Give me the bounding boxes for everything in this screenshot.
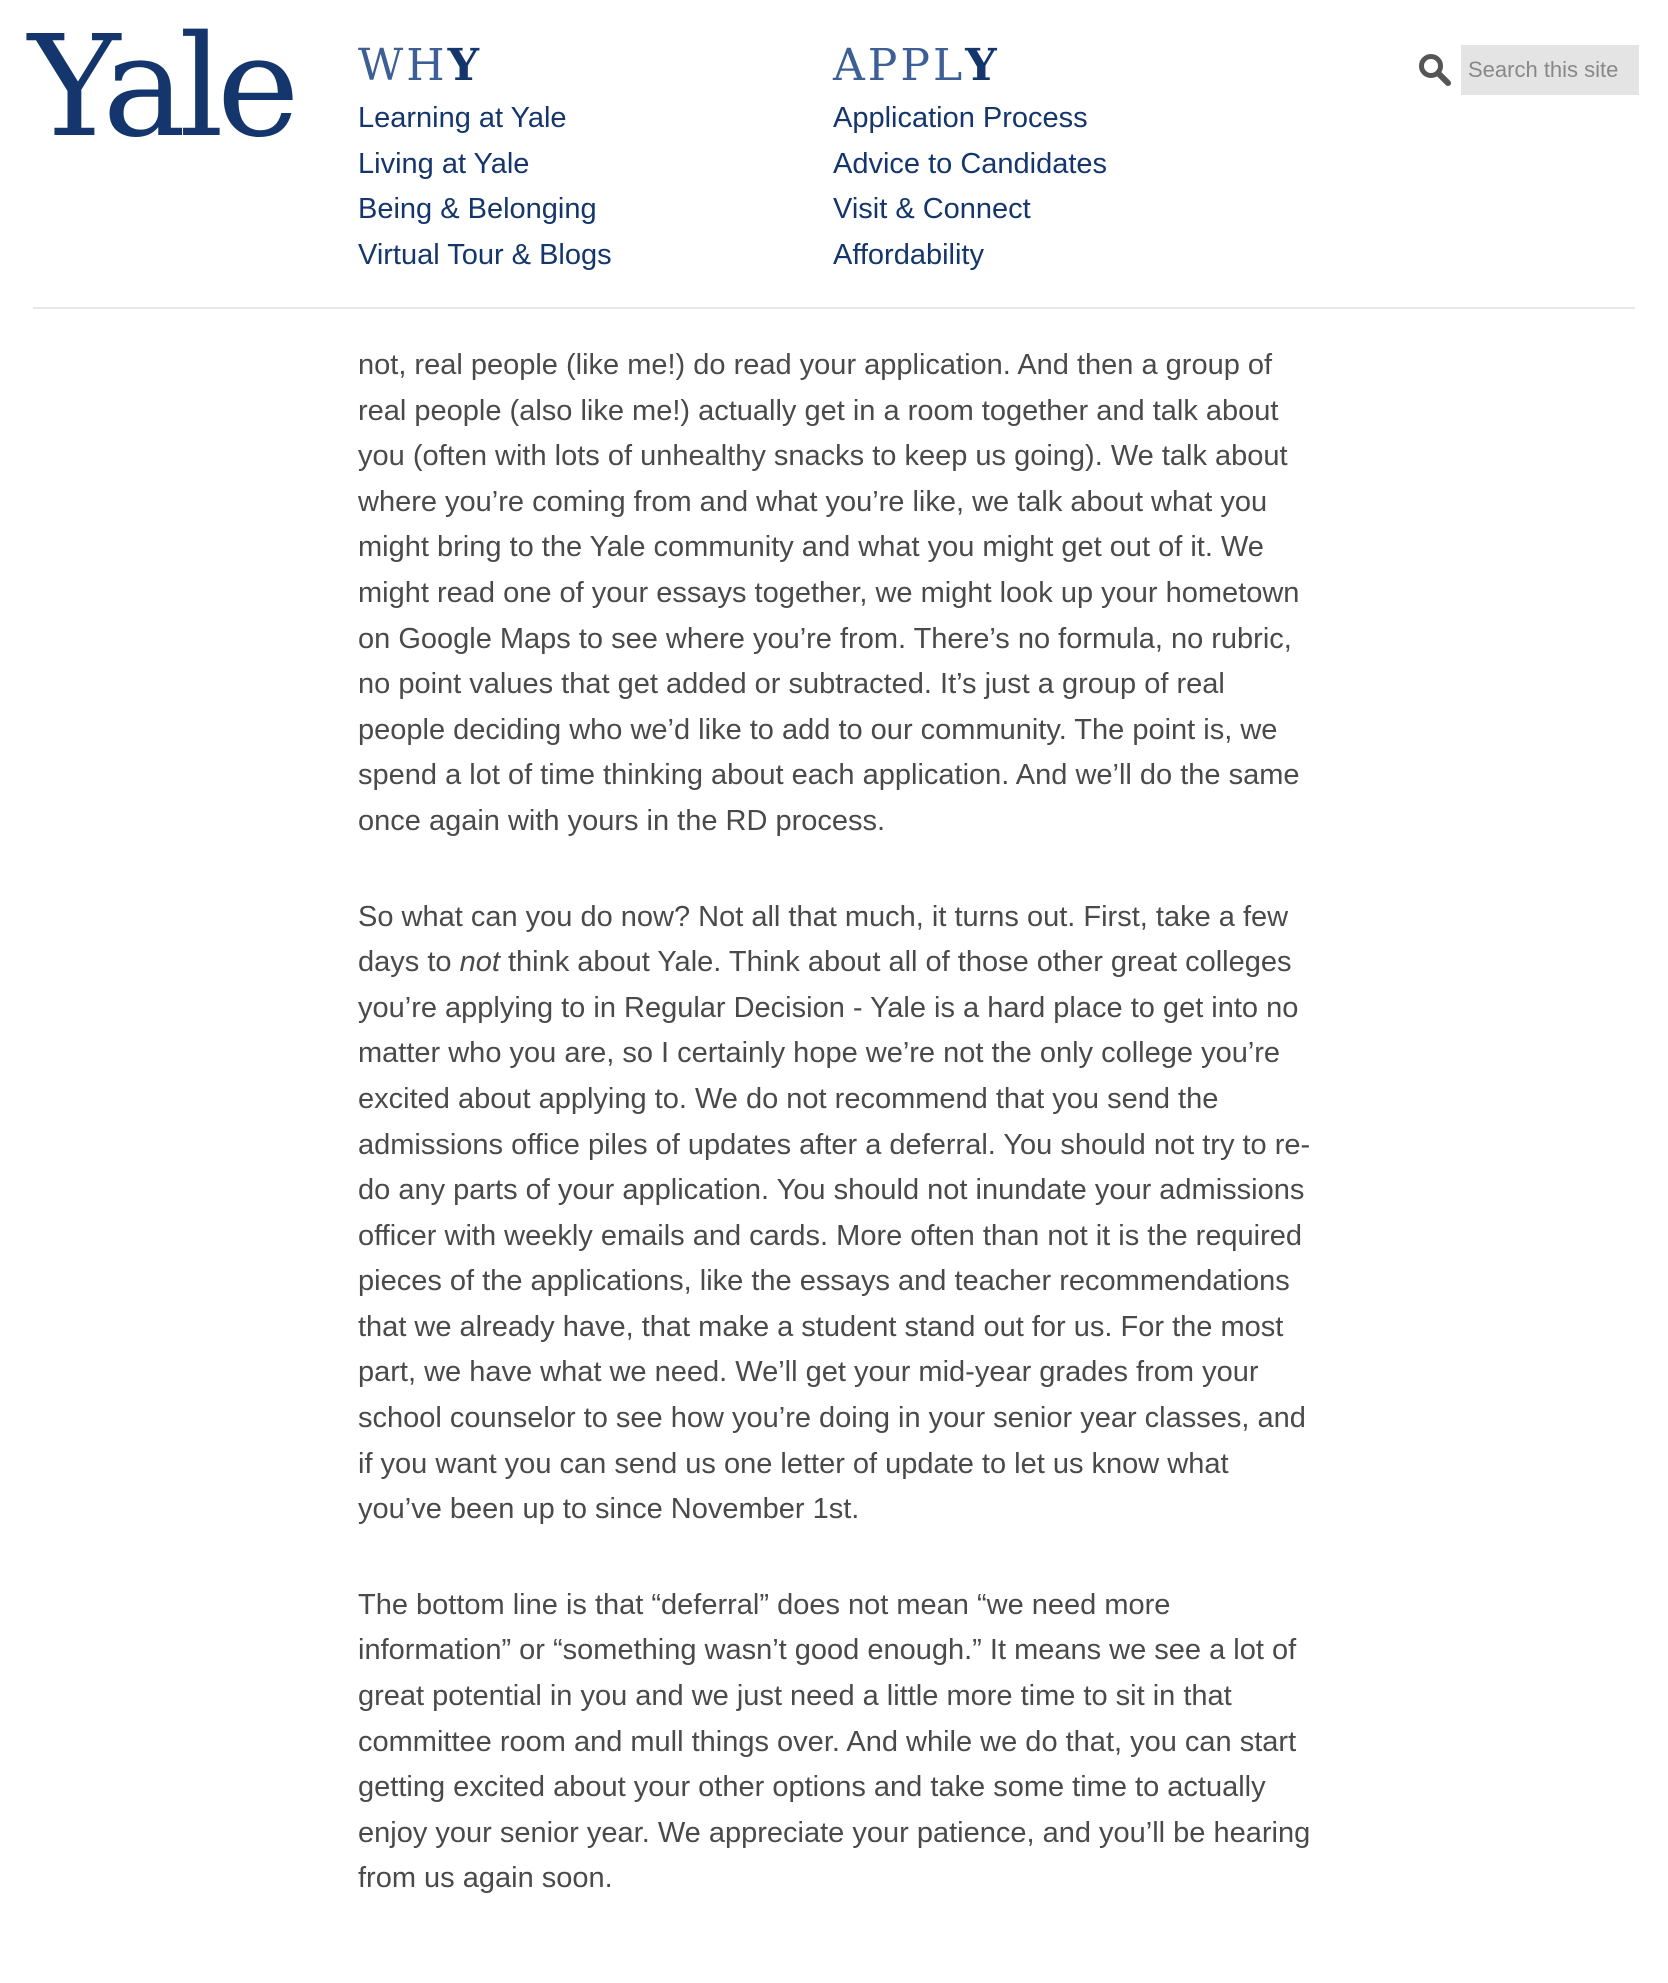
nav-link-affordability[interactable]: Affordability bbox=[833, 238, 984, 271]
header-divider bbox=[33, 307, 1635, 309]
nav-link-being-belonging[interactable]: Being & Belonging bbox=[358, 193, 597, 225]
search-input[interactable] bbox=[1461, 45, 1639, 95]
apply-heading[interactable]: APPLY bbox=[833, 40, 1000, 91]
yale-logo[interactable]: Yale bbox=[28, 6, 293, 169]
nav-link-visit-connect[interactable]: Visit & Connect bbox=[833, 193, 1031, 225]
site-search bbox=[1415, 45, 1639, 95]
search-icon[interactable] bbox=[1415, 50, 1455, 90]
article-paragraph-1: not, real people (like me!) do read your application. And then a group of real people (also like me!) actually get in a room together and talk about you (often with lots of unhealthy snacks to keep us going). We talk about where you’re coming from and what you’re like, we talk about what you might bring to the Yale community and what you might get out of it. We might read one of your essays together, we might look up your hometown on Google Maps to see where you’re from. There’s no formula, no rubric, no point values that get added or subtracted. It’s just a group of real people deciding who we’d like to add to our community. The point is, we spend a lot of time thinking about each application. And we’ll do the same once again with yours in the RD process. bbox=[358, 349, 1300, 837]
article-body bbox=[358, 343, 1318, 1952]
nav-link-learning-at-yale[interactable]: Learning at Yale bbox=[358, 102, 567, 134]
why-nav bbox=[358, 40, 612, 278]
emphasis-not: not bbox=[459, 946, 500, 979]
apply-nav bbox=[833, 40, 1108, 278]
nav-link-living-at-yale[interactable]: Living at Yale bbox=[358, 147, 530, 180]
nav-link-application-process[interactable]: Application Process bbox=[833, 102, 1088, 134]
why-menu bbox=[358, 96, 612, 278]
article-paragraph-2: So what can you do now? Not all that much, it turns out. First, take a few days to not think about Yale. Think about all of those other great colleges you’re applying to in Regular Decision - Yale is a hard place to get into no matter who you are, so I certainly hope we’re not the only college you’re excited about applying to. We do not recommend that you send the admissions office piles of updates after a deferral. You should not try to re-do any parts of your application. You should not inundate your admissions officer with weekly emails and cards. More often than not it is the required pieces of the applications, like the essays and teacher recommendations that we already have, that make a student stand out for us. For the most part, we have what we need. We’ll get your mid-year grades from your school counselor to see how you’re doing in your senior year classes, and if you want you can send us one letter of update to let us know what you’ve been up to since November 1st. bbox=[358, 900, 1311, 1526]
apply-menu bbox=[833, 96, 1107, 278]
article-paragraph-3: The bottom line is that “deferral” does not mean “we need more information” or “something wasn’t good enough.” It means we see a lot of great potential in you and we just need a little more time to sit in that committee room and mull things over. And while we do that, you can start getting excited about your other options and take some time to actually enjoy your senior year. We appreciate your patience, and you’ll be hearing from us again soon. bbox=[358, 1588, 1311, 1895]
why-heading[interactable]: WHY bbox=[358, 40, 483, 91]
nav-link-advice-to-candidates[interactable]: Advice to Candidates bbox=[833, 147, 1108, 180]
nav-link-virtual-tour-blogs[interactable]: Virtual Tour & Blogs bbox=[358, 238, 612, 271]
